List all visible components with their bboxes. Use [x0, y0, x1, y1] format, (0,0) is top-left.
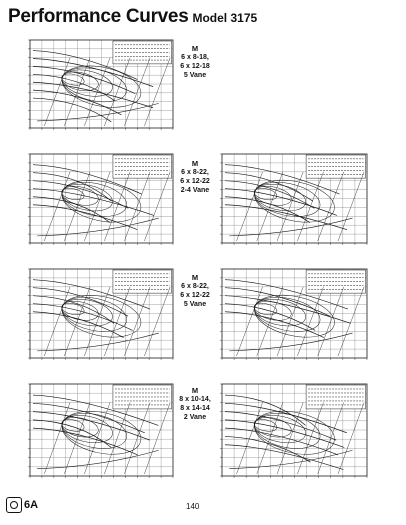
- performance-chart-5: [210, 265, 370, 370]
- power-line: [338, 172, 364, 241]
- performance-chart-1: [18, 36, 176, 140]
- head-curve: [33, 412, 150, 441]
- npsh-curve: [37, 103, 159, 121]
- page-number: 140: [186, 502, 200, 511]
- power-line: [144, 402, 170, 474]
- footer-logo: [6, 497, 38, 513]
- efficiency-contour: [59, 63, 130, 108]
- power-line: [144, 172, 170, 241]
- power-line: [297, 172, 323, 241]
- npsh-curve: [37, 218, 159, 236]
- npsh-curve: [229, 450, 352, 468]
- head-curve: [33, 304, 133, 331]
- power-line: [297, 287, 323, 356]
- model-text: Model 3175: [192, 11, 258, 25]
- performance-chart-3: [210, 150, 370, 255]
- npsh-curve: [37, 333, 159, 351]
- efficiency-contour: [59, 292, 130, 337]
- performance-chart-7: [210, 380, 370, 488]
- efficiency-contour: [251, 292, 323, 337]
- power-line: [144, 287, 170, 356]
- head-curve: [225, 189, 337, 216]
- head-curve: [33, 173, 111, 201]
- head-curve: [33, 82, 153, 108]
- performance-chart-4: [18, 265, 176, 370]
- model-label-1: M 6 x 8-18, 6 x 12-18 5 Vane: [180, 44, 210, 79]
- npsh-curve: [229, 218, 352, 236]
- head-curve: [225, 428, 338, 455]
- performance-chart-2: [18, 150, 176, 255]
- title-text: Performance Curves: [8, 6, 189, 27]
- model-label-2: M 6 x 8-22, 6 x 12-22 2-4 Vane: [180, 159, 210, 194]
- head-curve: [225, 173, 313, 201]
- power-line: [338, 402, 364, 474]
- logo-icon: [6, 497, 22, 513]
- performance-chart-6: [18, 380, 176, 488]
- power-line: [104, 58, 130, 126]
- power-line: [64, 402, 90, 474]
- head-curve: [33, 181, 128, 209]
- page-title: [8, 6, 257, 28]
- head-curve: [33, 428, 137, 455]
- head-curve: [225, 420, 344, 448]
- head-curve: [33, 312, 124, 338]
- head-curve: [225, 436, 310, 462]
- model-label-3: M 6 x 8-22, 6 x 12-22 5 Vane: [180, 273, 210, 308]
- logo-text: 6A: [24, 499, 39, 511]
- npsh-curve: [37, 450, 159, 468]
- npsh-curve: [229, 333, 352, 351]
- model-label-4: M 8 x 10-14, 8 x 14-14 2 Vane: [179, 386, 211, 421]
- power-line: [338, 287, 364, 356]
- head-curve: [33, 205, 137, 230]
- head-curve: [33, 66, 135, 93]
- power-line: [144, 58, 170, 126]
- head-curve: [225, 304, 315, 331]
